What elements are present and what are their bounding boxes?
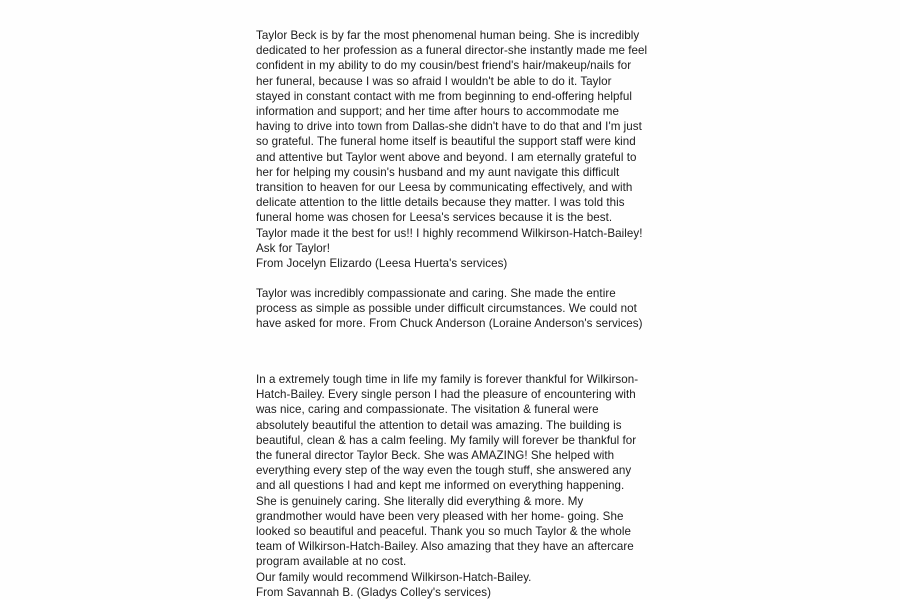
testimonial-text-line: absolutely beautiful the attention to detail was amazing. The building is xyxy=(256,418,622,432)
testimonial-text-line: Taylor Beck is by far the most phenomenal human being. She is incredibly xyxy=(256,29,640,42)
testimonial-text-line: Our family would recommend Wilkirson-Hatch-Bailey. xyxy=(256,570,532,584)
testimonial-text-line: team of Wilkirson-Hatch-Bailey. Also amazing that they have an aftercare xyxy=(256,540,634,554)
testimonial-text-line: In a extremely tough time in life my family is forever thankful for Wilkirson- xyxy=(256,373,639,386)
testimonial-text-line: so grateful. The funeral home itself is beautiful the support staff were kind xyxy=(256,135,636,149)
testimonial-text-line: Hatch-Bailey. Every single person I had the pleasure of encountering with xyxy=(256,388,636,402)
testimonial-text-line: her for helping my cousin's husband and my aunt navigate this difficult xyxy=(256,165,620,179)
testimonial-text-line: grandmother would have been very pleased with her home- going. She xyxy=(256,509,624,523)
testimonial-text-line: information and support; and her time after hours to accommodate me xyxy=(256,105,619,119)
testimonial-text-line: Ask for Taylor! xyxy=(256,241,330,255)
testimonial-jocelyn-elizardo xyxy=(256,28,676,271)
testimonial-text-line: She is genuinely caring. She literally did everything & more. My xyxy=(256,494,584,508)
testimonial-text-line: dedicated to her profession as a funeral director-she instantly made me feel xyxy=(256,44,648,58)
testimonial-text-line: the funeral director Taylor Beck. She was AMAZING! She helped with xyxy=(256,449,615,463)
testimonial-text-line: funeral home was chosen for Leesa's services because it is the best. xyxy=(256,211,613,225)
testimonial-text-line: transition to heaven for our Leesa by communicating effectively, and with xyxy=(256,181,633,195)
testimonial-text-line: everything every step of the way even the tough stuff, she answered any xyxy=(256,464,632,478)
testimonial-text-line: Taylor was incredibly compassionate and caring. She made the entire xyxy=(256,287,616,300)
testimonial-text-line: Taylor made it the best for us!! I highly recommend Wilkirson-Hatch-Bailey! xyxy=(256,226,643,240)
testimonial-text-line: delicate attention to the little details because they matter. I was told this xyxy=(256,196,625,210)
testimonial-text-line: beautiful, clean & has a calm feeling. My family will forever be thankful for xyxy=(256,433,637,447)
testimonial-chuck-anderson xyxy=(256,286,676,332)
testimonial-text-line: and attentive but Taylor went above and beyond. I am eternally grateful to xyxy=(256,150,637,164)
testimonial-text-line: looked so beautiful and peaceful. Thank you so much Taylor & the whole xyxy=(256,525,631,539)
testimonial-text-line: and all questions I had and kept me informed on everything happening. xyxy=(256,479,625,493)
testimonial-text-line: her funeral, because I was so afraid I wouldn't be able to do it. Taylor xyxy=(256,74,612,88)
testimonial-text-line: From Savannah B. (Gladys Colley's services) xyxy=(256,585,492,599)
testimonial-text-line: confident in my ability to do my cousin/best friend's hair/makeup/nails for xyxy=(256,59,632,73)
testimonial-text-line: was nice, caring and compassionate. The visitation & funeral were xyxy=(256,403,599,417)
testimonial-text-line: process as simple as possible under difficult circumstances. We could not xyxy=(256,302,637,316)
testimonial-text-line: From Jocelyn Elizardo (Leesa Huerta's services) xyxy=(256,257,508,271)
testimonial-savannah-b xyxy=(256,372,676,600)
testimonial-text-line: have asked for more. From Chuck Anderson (Loraine Anderson's services) xyxy=(256,317,643,331)
testimonial-text-line: having to drive into town from Dallas-she didn't have to do that and I'm just xyxy=(256,120,642,134)
testimonial-text-line: stayed in constant contact with me from beginning to end-offering helpful xyxy=(256,89,632,103)
testimonial-text-line: program available at no cost. xyxy=(256,555,407,569)
